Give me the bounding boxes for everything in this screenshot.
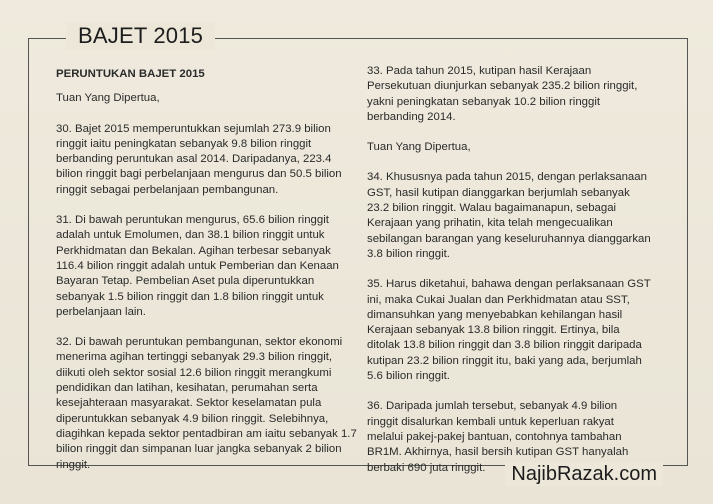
paragraph-31: 31. Di bawah peruntukan mengurus, 65.6 bilion ringgit adalah untuk Emolumen, dan 38.1 bilion ringgit untuk Perkhidmatan dan Bekalan. Agihan terbesar sebanyak 116.4 bilion ringgit adalah untuk Pemberian dan Kenaan Bayaran Tetap. Pembelian Aset pula diperuntukkan sebanyak 1.5 bilion ringgit dan 1.8 bilion ringgit untuk perbelanjaan lain. (56, 214, 339, 318)
salutation-right: Tuan Yang Dipertua, (367, 141, 471, 154)
paragraph-36: 36. Daripada jumlah tersebut, sebanyak 4.9 bilion ringgit disalurkan kembali untuk keperluan rakyat melalui pakej-pakej bantuan, contohnya tambahan BR1M. Akhirnya, hasil bersih kutipan GST hanyalah berbaki 690 juta ringgit. (367, 400, 629, 474)
paragraph-35: 35. Harus diketahui, bahawa dengan perlaksanaan GST ini, maka Cukai Jualan dan Perkhidmatan atau SST, dimansuhkan yang menyebabkan kehilangan hasil Kerajaan sebanyak 13.8 bilion ringgit. Ertinya, bila ditolak 13.8 bilion ringgit dan 3.8 bilion ringgit daripada kutipan 23.2 bilion ringgit itu, baki yang ada, berjumlah 5.6 bilion ringgit. (367, 278, 651, 383)
left-column (56, 64, 358, 488)
paragraph-30: 30. Bajet 2015 memperuntukkan sejumlah 273.9 bilion ringgit iaitu peningkatan sebanyak 9.8 bilion ringgit berbanding peruntukan asal 2014. Daripadanya, 223.4 bilion ringgit bagi perbelanjaan mengurus dan 50.5 bilion ringgit sebagai perbelanjaan pembangunan. (56, 122, 342, 196)
salutation: Tuan Yang Dipertua, (56, 92, 160, 105)
section-heading: PERUNTUKAN BAJET 2015 (56, 68, 205, 80)
page-title: BAJET 2015 (66, 22, 215, 50)
paragraph-32: 32. Di bawah peruntukan pembangunan, sektor ekonomi menerima agihan tertinggi sebanyak 29.3 bilion ringgit, diikuti oleh sektor sosial 12.6 bilion ringgit merangkumi pendidikan dan latihan, kesihatan, perumahan serta kesejahteraan masyarakat. Sektor keselamatan pula diperuntukkan sebanyak 4.9 bilion ringgit. Selebihnya, diagihkan kepada sektor pentadbiran am iaitu sebanyak 1.7 bilion ringgit dan simpanan luar jangka sebanyak 2 bilion ringgit. (56, 336, 357, 471)
right-column (367, 64, 651, 491)
site-logo: NajibRazak.com (505, 462, 663, 486)
paragraph-33: 33. Pada tahun 2015, kutipan hasil Kerajaan Persekutuan diunjurkan sebanyak 235.2 bilion ringgit, yakni peningkatan sebanyak 10.2 bilion ringgit berbanding 2014. (367, 65, 638, 123)
paragraph-34: 34. Khususnya pada tahun 2015, dengan perlaksanaan GST, hasil kutipan dianggarkan berjumlah sebanyak 23.2 bilion ringgit. Walau bagaimanapun, sebagai Kerajaan yang prihatin, kita telah mengecualikan sebilangan barangan yang keseluruhannya dianggarkan 3.8 bilion ringgit. (367, 171, 651, 260)
